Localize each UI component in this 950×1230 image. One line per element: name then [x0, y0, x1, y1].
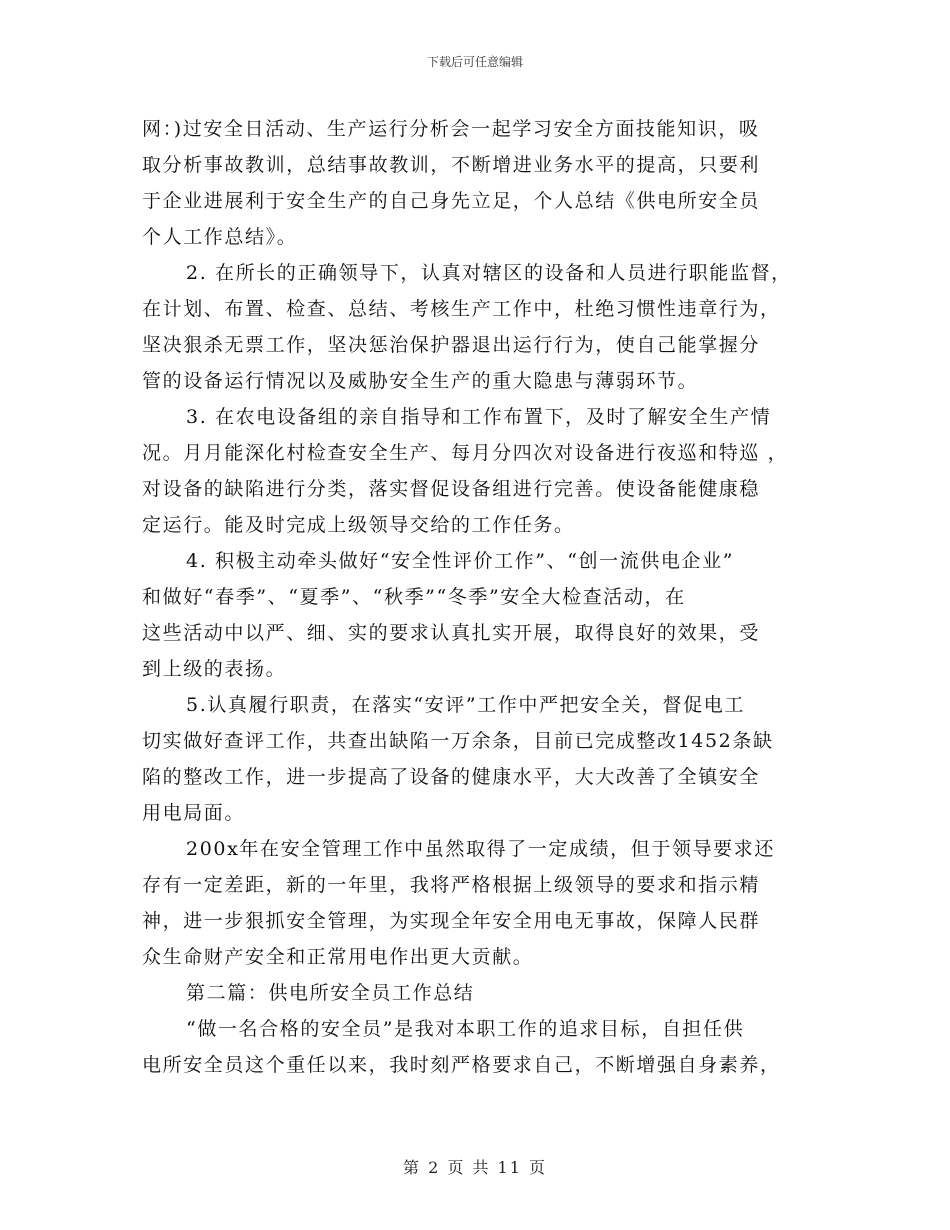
text-line: 众生命财产安全和正常用电作出更大贡献。 [142, 946, 534, 968]
text-line: 个人工作总结》。 [142, 226, 298, 248]
text-line: 用电局面。 [142, 802, 246, 824]
text-line: 陷的整改工作，进一步提高了设备的健康水平，大大改善了全镇安全 [142, 766, 761, 788]
text-line: 切实做好查评工作，共查出缺陷一万余条，目前已完成整改1452条缺 [142, 730, 774, 752]
text-line: 取分析事故教训，总结事故教训，不断增进业务水平的提高，只要利 [142, 154, 761, 176]
page-header: 下载后可任意编辑 [426, 55, 523, 69]
text-line: 第二篇：供电所安全员工作总结 [186, 982, 475, 1004]
text-line: 3. 在农电设备组的亲自指导和工作布置下，及时了解安全生产情 [186, 406, 772, 428]
text-line: 在计划、布置、检查、总结、考核生产工作中，杜绝习惯性违章行为， [142, 298, 781, 320]
text-line: 电所安全员这个重任以来，我时刻严格要求自己，不断增强自身素养， [142, 1054, 781, 1076]
text-line: 这些活动中以严、细、实的要求认真扎实开展，取得良好的效果，受 [142, 622, 761, 644]
text-line: 况。月月能深化村检查安全生产、每月分四次对设备进行夜巡和特巡 ， [142, 442, 789, 464]
text-line: 4. 积极主动牵头做好“安全性评价工作”、“创一流供电企业” [186, 550, 735, 572]
text-line: 5.认真履行职责，在落实“安评”工作中严把安全关，督促电工 [186, 694, 745, 716]
text-line: 网：)过安全日活动、生产运行分析会一起学习安全方面技能知识，吸 [142, 118, 760, 140]
page-footer: 第 2 页 共 11 页 [403, 1158, 547, 1177]
text-line: 和做好“春季”、“夏季”、“秋季”“冬季”安全大检查活动，在 [142, 586, 686, 608]
text-line: 200x年在安全管理工作中虽然取得了一定成绩，但于领导要求还 [186, 838, 775, 860]
text-line: “做一名合格的安全员”是我对本职工作的追求目标，自担任供 [186, 1018, 745, 1040]
text-line: 到上级的表扬。 [142, 658, 287, 680]
text-line: 定运行。能及时完成上级领导交给的工作任务。 [142, 514, 575, 536]
text-line: 于企业进展利于安全生产的自己身先立足，个人总结《供电所安全员 [142, 190, 761, 212]
text-line: 管的设备运行情况以及威胁安全生产的重大隐患与薄弱环节。 [142, 370, 699, 392]
document-body [142, 111, 822, 1083]
text-line: 2. 在所长的正确领导下，认真对辖区的设备和人员进行职能监督， [186, 262, 792, 284]
text-line: 神，进一步狠抓安全管理，为实现全年安全用电无事故，保障人民群 [142, 910, 761, 932]
text-line: 存有一定差距，新的一年里，我将严格根据上级领导的要求和指示精 [142, 874, 761, 896]
text-line: 对设备的缺陷进行分类，落实督促设备组进行完善。使设备能健康稳 [142, 478, 761, 500]
text-line: 坚决狠杀无票工作，坚决惩治保护器退出运行行为，使自己能掌握分 [142, 334, 761, 356]
